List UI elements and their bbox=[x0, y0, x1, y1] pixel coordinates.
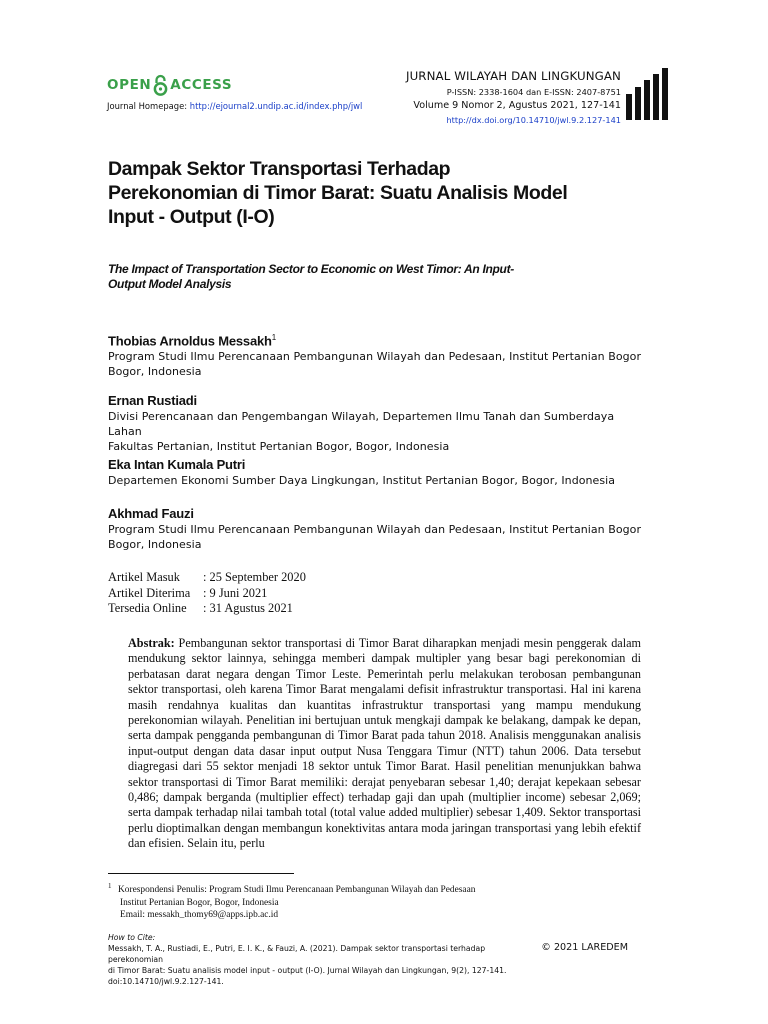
author-name: Ernan Rustiadi bbox=[108, 393, 197, 408]
abstract-line: kepekaan sebesar 0,486; dampak berganda (multiplier effect) terhadap gaji dan upah bbox=[128, 774, 641, 805]
journal-volume: Volume 9 Nomor 2, Agustus 2021, 127-141 bbox=[413, 100, 621, 111]
doi-link[interactable]: http://dx.doi.org/10.14710/jwl.9.2.127-141 bbox=[446, 115, 621, 125]
date-row: Artikel Diterima : 9 Juni 2021 bbox=[108, 585, 268, 600]
footnote-number: 1 bbox=[108, 882, 112, 890]
journal-homepage bbox=[107, 101, 362, 111]
author-name: Eka Intan Kumala Putri bbox=[108, 457, 246, 472]
abstract-line: melakukan terobosan pembangunan sektor transportasi, oleh karena Timor Barat mengalami bbox=[128, 666, 641, 697]
journal-header bbox=[406, 68, 621, 127]
author-affiliation: Bogor, Indonesia bbox=[108, 538, 202, 551]
abstract-line: penggerak dalam mendukung sektor lainnya, sehingga memberi dampak multipler yang besar bbox=[128, 636, 641, 666]
footnote-email: Email: messakh_thomy69@apps.ipb.ac.id bbox=[120, 910, 279, 921]
subtitle-line: The Impact of Transportation Sector to Economic on West Timor: An Input- bbox=[108, 262, 514, 276]
open-access-logo bbox=[107, 74, 232, 96]
how-to-cite bbox=[108, 932, 528, 987]
paper-title bbox=[108, 157, 568, 229]
author-affiliation: Program Studi Ilmu Perencanaan Pembangunan Wilayah dan Pedesaan, Institut Pertanian Bogor bbox=[108, 350, 642, 364]
abstract-line: diagregasi dari 55 sektor menjadi 18 sektor untuk Timor Barat. Hasil penelitian menunjukkan bbox=[128, 759, 610, 774]
author-affiliation: Fakultas Pertanian, Institut Pertanian Bogor, Bogor, Indonesia bbox=[108, 440, 450, 453]
homepage-label: Journal Homepage: bbox=[107, 101, 188, 111]
author-affiliation: Divisi Perencanaan dan Pengembangan Wilayah, Departemen Ilmu Tanah dan Sumberdaya Lahan bbox=[108, 410, 615, 438]
title-line: Dampak Sektor Transportasi Terhadap bbox=[108, 158, 451, 180]
author-affiliation: Bogor, Indonesia bbox=[108, 365, 202, 379]
paper-subtitle-english bbox=[108, 262, 548, 292]
cite-line: di Timor Barat: Suatu analisis model input - output (I-O). Jurnal Wilayah dan Lingkungan, 9(2), 127-141. bbox=[108, 966, 507, 975]
abstract-body bbox=[128, 636, 641, 850]
abstract-label: Abstrak: bbox=[128, 636, 175, 650]
date-row: Artikel Masuk : 25 September 2020 bbox=[108, 570, 306, 584]
abstract-line: added multiplier) sebesar 1,409. Sektor transportasi perlu dioptimalkan dengan membangun bbox=[128, 805, 641, 835]
article-dates bbox=[108, 570, 306, 617]
abstract-line: konektivitas antara moda jaringan transportasi yang lebih efektif dan efisien. Selain itu, perlu bbox=[128, 820, 642, 851]
author-block bbox=[108, 330, 648, 379]
abstract-line: (multiplier income) sebesar 2,069; serta dampak terhadap nilai tambah total (total value bbox=[128, 790, 642, 820]
footnote-divider bbox=[108, 873, 294, 874]
author-affiliation: Program Studi Ilmu Perencanaan Pembangunan Wilayah dan Pedesaan, Institut Pertanian Bogor bbox=[108, 523, 642, 536]
abstract-line: bagi perekonomian di perbatasan darat negara dengan Timor Leste. Pemerintah perlu bbox=[128, 651, 641, 681]
cite-line: Messakh, T. A., Rustiadi, E., Putri, E. I. K., & Fauzi, A. (2021). Dampak sektor transportasi terhadap perekonomian bbox=[108, 944, 486, 964]
abstract-line: bahwa sektor transportasi di Timor Barat memiliki: derajat penyebaran sebesar 1,40; derajat bbox=[128, 759, 641, 789]
homepage-link[interactable]: http://ejournal2.undip.ac.id/index.php/jwl bbox=[189, 101, 363, 111]
abstract-line: bertujuan untuk mengkaji dampak ke belakang, dampak ke depan, serta dampak pengganda bbox=[128, 713, 641, 743]
abstract-line: Pembangunan sektor transportasi di Timor Barat diharapkan menjadi mesin bbox=[174, 636, 557, 650]
author-name: Akhmad Fauzi bbox=[108, 506, 194, 521]
abstract-line: infrastruktur transportasi yang mampu mendukung perekonomian wilayah. Penelitian ini bbox=[128, 697, 641, 728]
author-block bbox=[108, 506, 648, 552]
author-affiliation: Departemen Ekonomi Sumber Daya Lingkungan, Institut Pertanian Bogor, Bogor, Indonesia bbox=[108, 474, 616, 487]
open-access-text-left: OPEN bbox=[107, 77, 152, 93]
abstract bbox=[128, 636, 641, 852]
footnote-line: Institut Pertanian Bogor, Bogor, Indonesia bbox=[120, 897, 279, 908]
author-affiliation-marker: 1 bbox=[271, 333, 276, 342]
abstract-line: pembangunan di Timor Barat pada tahun 2018. Analisis menggunakan analisis input-output bbox=[128, 728, 641, 758]
journal-barcode-logo bbox=[626, 68, 668, 120]
journal-name: JURNAL WILAYAH DAN LINGKUNGAN bbox=[405, 69, 621, 83]
footnote-line: 1 Korespondensi Penulis: Program Studi Ilmu Perencanaan Pembangunan Wilayah dan Pedesaan bbox=[108, 882, 476, 896]
abstract-line: defisit infrastruktur transportasi. Hal ini karena masih rendahnya kualitas dan kuantitas bbox=[128, 682, 641, 712]
open-access-text-right: ACCESS bbox=[170, 77, 233, 93]
cite-line: doi:10.14710/jwl.9.2.127-141. bbox=[108, 977, 224, 986]
title-line: Input - Output (I-O) bbox=[108, 206, 275, 228]
cite-heading: How to Cite: bbox=[108, 933, 156, 942]
subtitle-line: Output Model Analysis bbox=[108, 277, 232, 291]
title-line: Perekonomian di Timor Barat: Suatu Analisis Model bbox=[108, 182, 568, 204]
copyright: © 2021 LAREDEM bbox=[541, 942, 628, 953]
author-block bbox=[108, 457, 648, 488]
date-row: Tersedia Online : 31 Agustus 2021 bbox=[108, 601, 293, 615]
author-block bbox=[108, 393, 648, 454]
footnote bbox=[108, 880, 628, 922]
author-name: Thobias Arnoldus Messakh$^1$ bbox=[108, 333, 276, 349]
journal-issn: P-ISSN: 2338-1604 dan E-ISSN: 2407-8751 bbox=[446, 87, 621, 97]
abstract-line: dengan data dasar input output Nusa Tenggara Timur (NTT) tahun 2006. Data tersebut bbox=[193, 743, 641, 758]
open-access-lock-icon bbox=[153, 74, 168, 96]
